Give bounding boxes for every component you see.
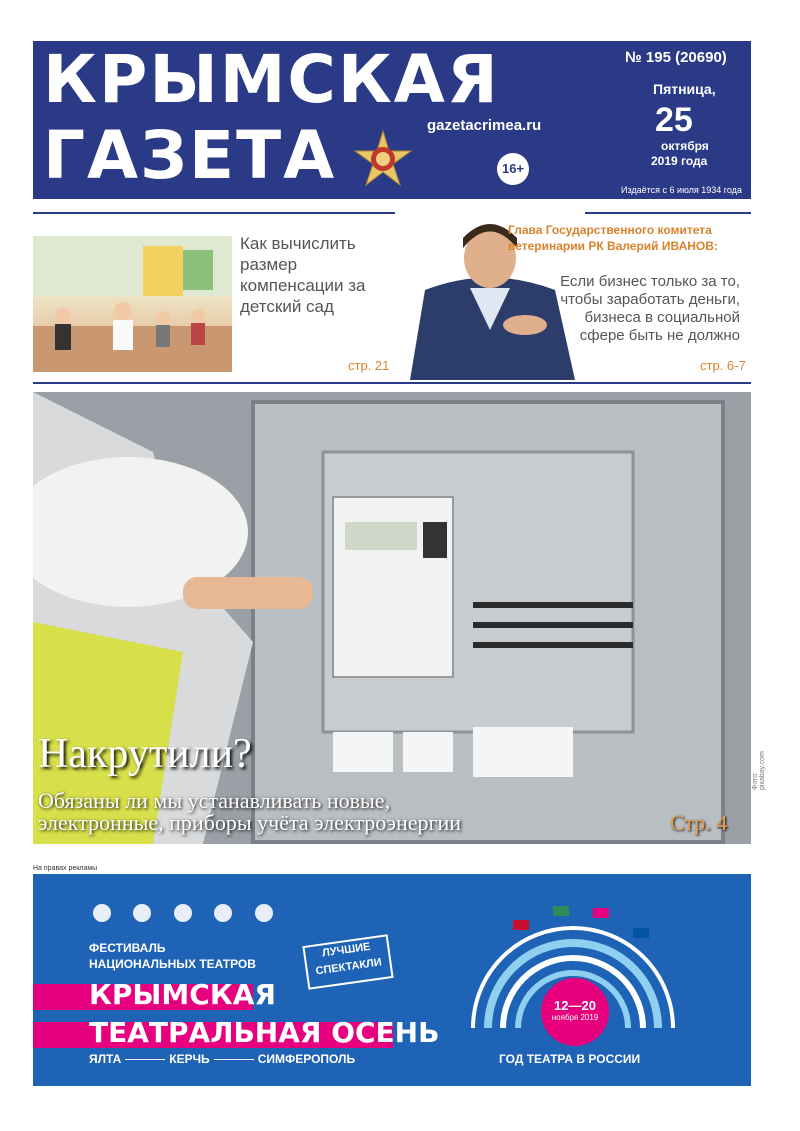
- ad-title-line1: КРЫМСКАЯ: [89, 978, 276, 1011]
- festival-dates-badge: [541, 978, 609, 1046]
- divider: [33, 382, 751, 384]
- month: октября: [661, 139, 709, 153]
- stamp-line1: ЛУЧШИЕ: [321, 940, 372, 960]
- divider-line: [214, 1059, 254, 1060]
- ministry-logo-icon: [93, 904, 111, 922]
- ad-title-line2: ТЕАТРАЛЬНАЯ ОСЕНЬ: [89, 1016, 440, 1049]
- published-since: Издаётся с 6 июля 1934 года: [621, 185, 742, 195]
- interview-heading: Глава Государственного комитета ветеринарии РК Валерий ИВАНОВ:: [508, 223, 718, 253]
- website-url[interactable]: gazetacrimea.ru: [427, 117, 542, 134]
- issue-number: № 195 (20690): [625, 49, 727, 66]
- year: 2019 года: [651, 154, 708, 168]
- main-subhead-line1: Обязаны ли мы устанавливать новые,: [38, 788, 391, 813]
- theatre-union-logo-icon: [174, 904, 192, 922]
- teaser-kindergarten-page: стр. 21: [348, 358, 390, 373]
- theatre-festival-ad[interactable]: [33, 874, 751, 1086]
- city-kerch: КЕРЧЬ: [169, 1052, 210, 1066]
- newspaper-title-line2: ГАЗЕТА: [43, 117, 337, 194]
- main-story-page: Стр. 4: [670, 810, 728, 835]
- masthead: [33, 41, 751, 199]
- day-number: 25: [655, 101, 693, 139]
- festival-month: ноября 2019: [551, 1013, 599, 1022]
- age-rating-badge: 16+: [497, 153, 529, 185]
- newspaper-title-line1: КРЫМСКАЯ: [43, 41, 500, 118]
- theatre-logo-icon: [255, 904, 273, 922]
- photo-credit: Фото: pixabay.com: [752, 751, 766, 790]
- festival-cities: [89, 1052, 355, 1066]
- day-name: Пятница,: [653, 81, 716, 97]
- teaser-kindergarten-text[interactable]: Как вычислить размер компенсации за детский сад: [240, 234, 366, 316]
- dom-logo-icon: [214, 904, 232, 922]
- main-headline[interactable]: Накрутили?: [38, 731, 252, 777]
- main-subhead-line2: электронные, приборы учёта электроэнергии: [38, 810, 462, 835]
- kindergarten-photo-illustration: [33, 236, 232, 372]
- festival-line1: ФЕСТИВАЛЬ: [89, 941, 166, 955]
- best-shows-stamp: [302, 934, 393, 990]
- stamp-line2: СПЕКТАКЛИ: [314, 956, 383, 978]
- city-yalta: ЯЛТА: [89, 1052, 122, 1066]
- festival-label: [89, 940, 256, 972]
- festival-line2: НАЦИОНАЛЬНЫХ ТЕАТРОВ: [89, 957, 256, 971]
- interview-page: стр. 6-7: [700, 358, 746, 373]
- advertising-note: На правах рекламы: [33, 865, 98, 872]
- city-simferopol: СИМФЕРОПОЛЬ: [257, 1052, 356, 1066]
- main-subhead: [38, 790, 461, 834]
- divider: [33, 212, 751, 214]
- festival-dates: 12—20: [554, 998, 596, 1013]
- theatre-year-label: ГОД ТЕАТРА В РОССИИ: [499, 1052, 641, 1066]
- partner-logos: [93, 904, 291, 927]
- order-emblem-icon: [353, 129, 413, 189]
- interview-quote[interactable]: Если бизнес только за то, чтобы заработать деньги, бизнеса в социальной сфере быть не должно: [560, 273, 740, 344]
- divider-line: [125, 1059, 165, 1060]
- kindergarten-photo[interactable]: [33, 236, 232, 372]
- crimea-coat-of-arms-icon: [133, 904, 151, 922]
